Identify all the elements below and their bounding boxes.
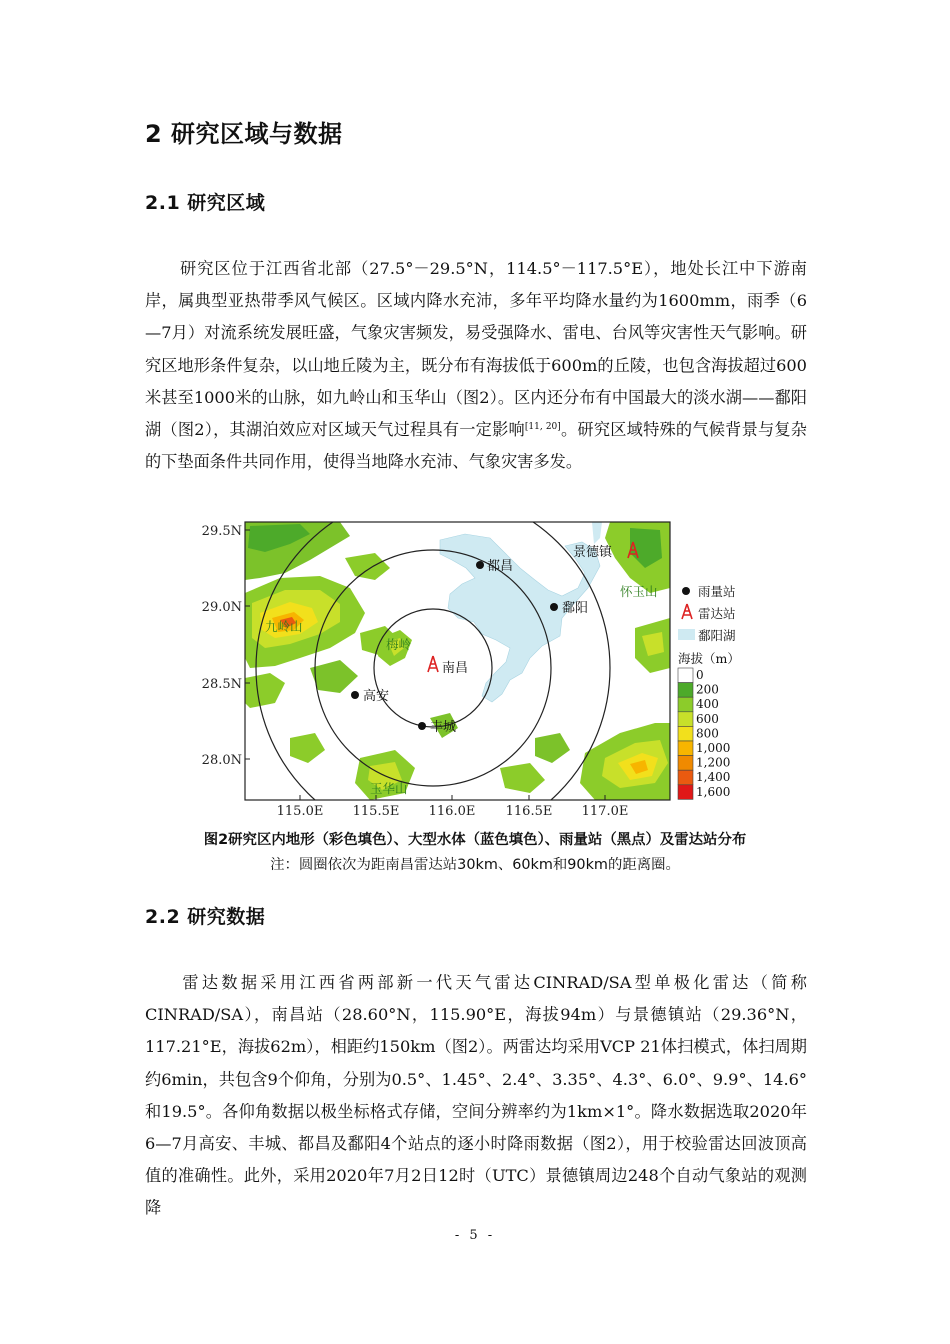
y-tick-label: 28.0N	[201, 753, 242, 768]
legend-elevation-title: 海拔（m）	[678, 651, 740, 666]
section-heading: 2 研究区域与数据	[145, 120, 343, 148]
x-tick-label: 116.0E	[428, 804, 476, 818]
elevation-swatch	[678, 785, 693, 800]
elevation-level-label: 1,200	[696, 755, 731, 770]
mountain-label-huaiyu: 怀玉山	[620, 584, 658, 599]
elevation-level-label: 600	[696, 711, 719, 726]
elevation-level-label: 200	[696, 682, 719, 697]
legend-rain-label: 雨量站	[698, 584, 736, 599]
y-axis	[202, 524, 250, 768]
elevation-swatch	[678, 683, 693, 698]
legend-lake-label: 鄱阳湖	[698, 628, 736, 643]
paragraph-text: 雷达数据采用江西省两部新一代天气雷达CINRAD/SA型单极化雷达（简称CINRAD/SA），南昌站（28.60°N，115.90°E，海拔94m）与景德镇站（29.36°N，117.21°E，海拔62m），相距约150km（图2）。两雷达均采用VCP 21体扫模式，体扫周期约6min，共包含9个仰角，分别为0.5°、1.45°、2.4°、3.35°、4.3°、6.0°、9.9°、14.6°和19.5°。各仰角数据以极坐标格式存储，空间分辨率约为1km×1°。降水数据选取2020年6—7月高安、丰城、都昌及鄱阳4个站点的逐小时降雨数据（图2），用于校验雷达回波顶高值的准确性。此外，采用2020年7月2日12时（UTC）景德镇周边248个自动气象站的观测降	[145, 973, 807, 1218]
radar-icon	[682, 604, 692, 619]
x-tick-label: 115.0E	[276, 804, 324, 818]
legend-radar-label: 雷达站	[698, 606, 736, 621]
mountain-label-jiuling: 九岭山	[265, 619, 303, 634]
x-tick-label: 115.5E	[352, 804, 400, 818]
paragraph-study-area	[145, 253, 807, 478]
citation: [11, 20]	[524, 422, 561, 433]
elevation-level-label: 1,600	[696, 784, 731, 799]
elevation-colorbar	[678, 668, 730, 799]
subsection-heading-data: 2.2 研究数据	[145, 906, 266, 928]
elevation-swatch	[678, 756, 693, 771]
figure-caption: 图2研究区内地形（彩色填色）、大型水体（蓝色填色）、雨量站（黑点）及雷达站分布	[203, 832, 747, 848]
rain-station-dot	[351, 691, 359, 699]
rain-station-dot	[476, 561, 484, 569]
paragraph-data	[145, 967, 807, 1225]
y-tick-label: 29.5N	[201, 524, 242, 539]
paragraph-text: 。研究区域特殊的气候背景与复杂的下垫面条件共同作用，使得当地降水充沛、气象灾害多发。	[145, 420, 807, 472]
paragraph-text: 研究区位于江西省北部（27.5°－29.5°N，114.5°－117.5°E），地处长江中下游南岸，属典型亚热带季风气候区。区域内降水充沛，多年平均降水量约为1600mm，雨季（6—7月）对流系统发展旺盛，气象灾害频发，易受强降水、雷电、台风等灾害性天气影响。研究区地形条件复杂，以山地丘陵为主，既分布有海拔低于600m的丘陵，也包含海拔超过600米甚至1000米的山脉，如九岭山和玉华山（图2）。区内还分布有中国最大的淡水湖——鄱阳湖（图2），其湖泊效应对区域天气过程具有一定影响	[145, 259, 807, 440]
elevation-level-label: 800	[696, 726, 719, 741]
elevation-level-label: 1,400	[696, 770, 731, 785]
legend-rain-symbol	[682, 587, 690, 595]
mountain-label-meiling: 梅岭	[386, 637, 412, 652]
station-label: 景德镇	[573, 545, 613, 560]
rain-station-dot	[418, 722, 426, 730]
subsection-heading-study-area: 2.1 研究区域	[145, 192, 266, 214]
station-label: 高安	[363, 689, 390, 704]
terrain-map	[190, 518, 770, 818]
station-label: 都昌	[487, 559, 514, 574]
elevation-swatch	[678, 770, 693, 785]
elevation-swatch	[678, 697, 693, 712]
mountain-label-yuhua: 玉华山	[370, 781, 408, 796]
y-tick-label: 29.0N	[201, 600, 242, 615]
elevation-swatch	[678, 741, 693, 756]
station-label: 鄱阳	[562, 601, 589, 616]
legend-lake-swatch	[678, 629, 695, 640]
y-tick-label: 28.5N	[201, 677, 242, 692]
station-label: 丰城	[430, 720, 457, 735]
figure-note: 注：圆圈依次为距南昌雷达站30km、60km和90km的距离圈。	[270, 857, 680, 873]
figure-map	[190, 518, 770, 818]
elevation-swatch	[678, 712, 693, 727]
elevation-level-label: 1,000	[696, 741, 731, 755]
elevation-swatch	[678, 668, 693, 683]
elevation-swatch	[678, 726, 693, 741]
x-tick-label: 116.5E	[505, 804, 553, 818]
x-tick-label: 117.0E	[581, 804, 629, 818]
elevation-level-label: 400	[696, 697, 719, 712]
map-legend	[678, 584, 740, 799]
station-label: 南昌	[442, 661, 469, 676]
elevation-level-label: 0	[696, 668, 704, 682]
rain-station-dot	[550, 603, 558, 611]
page-number: - 5 -	[454, 1228, 496, 1243]
